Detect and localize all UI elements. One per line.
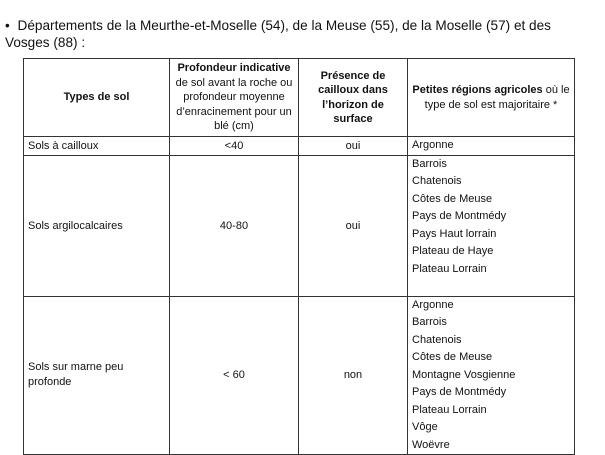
region-item: Woëvre [412, 438, 450, 451]
soil-types-table [23, 58, 575, 455]
table-row [24, 155, 575, 296]
region-item: Plateau de Haye [412, 245, 494, 257]
region-item: Plateau Lorrain [412, 262, 487, 275]
cell-type-de-sol: Sols sur marne peu profonde [24, 296, 170, 455]
region-item: Vôge [412, 421, 438, 433]
cell-profondeur: < 60 [170, 296, 299, 455]
cell-regions [408, 137, 575, 156]
header-presence-cailloux: Présence de cailloux dans l’horizon de surface [299, 59, 408, 137]
cell-cailloux: oui [299, 137, 408, 156]
header-petites-regions: Petites régions agricoles où le type de sol est majoritaire * [408, 59, 575, 137]
region-item: Barrois [412, 316, 447, 328]
cell-cailloux: oui [299, 155, 408, 296]
region-item: Plateau Lorrain [412, 403, 487, 416]
region-item: Barrois [412, 157, 447, 170]
region-item: Pays de Montmédy [412, 386, 507, 398]
region-item: Chatenois [412, 333, 462, 346]
table-row [24, 137, 575, 156]
cell-profondeur: <40 [170, 137, 299, 156]
cell-regions [408, 296, 575, 455]
bullet-glyph: • [5, 18, 10, 33]
cell-profondeur: 40-80 [170, 155, 299, 296]
region-item: Argonne [412, 139, 454, 151]
region-item: Pays Haut lorrain [412, 227, 497, 240]
region-item: Montagne Vosgienne [412, 368, 516, 381]
region-item: Argonne [412, 298, 454, 311]
region-item: Pays de Montmédy [412, 210, 507, 222]
intro-paragraph [5, 17, 599, 51]
region-item: Côtes de Meuse [412, 351, 493, 363]
region-item: Chatenois [412, 175, 462, 187]
region-item: Côtes de Meuse [412, 192, 493, 205]
table-header-row [24, 59, 575, 137]
cell-type-de-sol: Sols argilocalcaires [24, 155, 170, 296]
header-profondeur: Profondeur indicative de sol avant la roche ou profondeur moyenne d’enracinement pour un blé (cm) [170, 59, 299, 137]
intro-text: Départements de la Meurthe-et-Moselle (54), de la Meuse (55), de la Moselle (57) et des Vosges (88) : [5, 18, 551, 50]
cell-regions [408, 155, 575, 296]
cell-type-de-sol: Sols à cailloux [24, 137, 170, 156]
region-item [412, 278, 570, 296]
table-row [24, 296, 575, 455]
cell-cailloux: non [299, 296, 408, 455]
header-types-de-sol: Types de sol [24, 59, 170, 137]
